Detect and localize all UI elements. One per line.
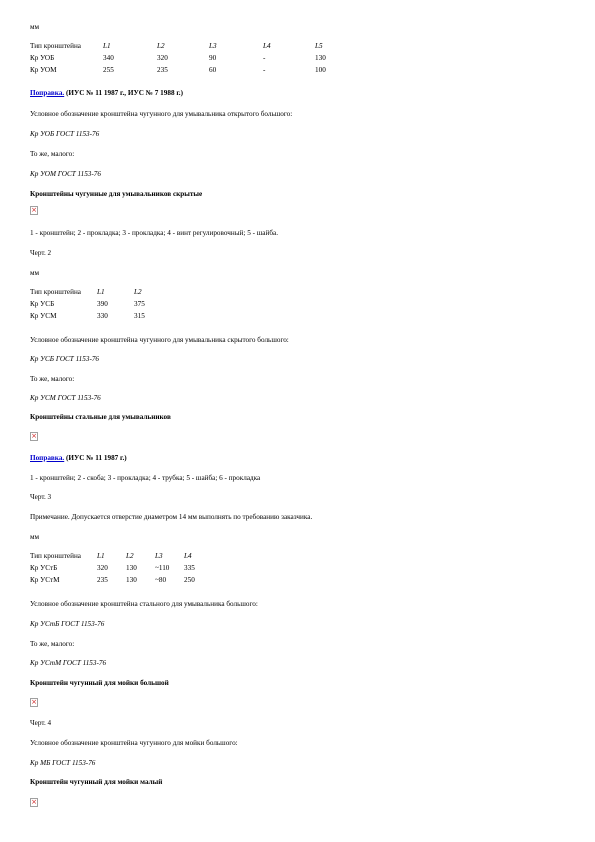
table-cell: 335 [184,564,195,572]
broken-image-icon: × [31,432,37,440]
convention-code: Кр УСтБ ГОСТ 1153-76 [30,620,105,628]
same-small-label: То же, малого: [30,640,75,648]
convention-intro: Условное обозначение кронштейна чугунного для умывальника скрытого большого: [30,336,289,344]
table-header-cell: Тип кронштейна [30,42,81,50]
figure-legend: 1 - кронштейн; 2 - прокладка; 3 - прокладка; 4 - винт регулировочный; 5 - шайба. [30,229,278,237]
section-heading: Кронштейны чугунные для умывальников скрытые [30,190,203,198]
table-cell: Кр УОМ [30,66,57,74]
unit-label: мм [30,23,40,31]
convention-code: Кр МБ ГОСТ 1153-76 [30,759,96,767]
figure-caption: Черт. 2 [30,249,52,257]
table-header-cell: L1 [103,42,111,50]
table-cell: 100 [315,66,326,74]
table-header-cell: L5 [315,42,323,50]
table-header-cell: L1 [97,552,105,560]
table-header-cell: L3 [155,552,163,560]
correction-link[interactable]: Поправка. [30,454,65,462]
convention-code: Кр УСБ ГОСТ 1153-76 [30,355,100,363]
table-cell: Кр УСБ [30,300,55,308]
table-cell: 255 [103,66,114,74]
figure-legend: 1 - кронштейн; 2 - скоба; 3 - прокладка; 4 - трубка; 5 - шайба; 6 - прокладка [30,474,261,482]
section-heading: Кронштейн чугунный для мойки большой [30,679,169,687]
table-cell: Кр УОБ [30,54,55,62]
table-cell: 250 [184,576,195,584]
table-header-cell: L4 [263,42,271,50]
convention-intro: Условное обозначение кронштейна стального для умывальника большого: [30,600,258,608]
figure-caption: Черт. 4 [30,719,52,727]
broken-image-icon: × [31,698,37,706]
table-cell: ~80 [155,576,167,584]
correction-line [30,89,183,98]
table-row [30,298,145,310]
broken-image-icon: × [31,798,37,806]
table-cell: 315 [134,312,145,320]
table-cell: 340 [103,54,114,62]
correction-text: (ИУС № 11 1987 г., ИУС № 7 1988 г.) [64,89,183,97]
table-header-cell: L4 [184,552,192,560]
same-small-label: То же, малого: [30,375,75,383]
table-cell: - [263,66,266,74]
convention-code: Кр УОМ ГОСТ 1153-76 [30,170,101,178]
figure-caption: Черт. 3 [30,493,52,501]
correction-link[interactable]: Поправка. [30,89,65,97]
correction-line [30,454,127,463]
table-header-row [30,550,195,562]
table-cell: Кр УСтМ [30,576,60,584]
table-header-cell: L2 [157,42,165,50]
table-cell: 320 [97,564,108,572]
table-header-cell: L1 [97,288,105,296]
table-cell: 130 [126,576,137,584]
table-header-cell: L3 [209,42,217,50]
table-header-row [30,40,326,52]
convention-intro: Условное обозначение кронштейна чугунного для мойки большого: [30,739,238,747]
unit-label: мм [30,269,40,277]
table-cell: 60 [209,66,217,74]
same-small-label: То же, малого: [30,150,75,158]
table-row [30,574,195,586]
table-cell: 320 [157,54,168,62]
table-header-cell: Тип кронштейна [30,552,81,560]
convention-code: Кр УСМ ГОСТ 1153-76 [30,394,101,402]
broken-image-icon: × [31,206,37,214]
table-cell: Кр УСтБ [30,564,58,572]
table-header-cell: L2 [134,288,142,296]
table-cell: 130 [126,564,137,572]
table-cell: Кр УСМ [30,312,57,320]
table-cell: 375 [134,300,145,308]
note: Примечание. Допускается отверстие диаметром 14 мм выполнять по требованию заказчика. [30,513,313,521]
table-cell: 90 [209,54,217,62]
dimensions-table-1 [30,40,326,76]
table-cell: 130 [315,54,326,62]
unit-label: мм [30,533,40,541]
table-header-cell: L2 [126,552,134,560]
table-cell: - [263,54,266,62]
dimensions-table-3 [30,550,195,586]
table-header-cell: Тип кронштейна [30,288,81,296]
table-cell: 235 [157,66,168,74]
table-row [30,310,145,322]
correction-text: (ИУС № 11 1987 г.) [64,454,127,462]
table-cell: 235 [97,576,108,584]
table-row [30,64,326,76]
table-cell: 390 [97,300,108,308]
dimensions-table-2 [30,286,145,322]
convention-code: Кр УСтМ ГОСТ 1153-76 [30,659,107,667]
table-row [30,562,195,574]
section-heading: Кронштейны стальные для умывальников [30,413,171,421]
table-cell: ~110 [155,564,170,572]
table-row [30,52,326,64]
table-header-row [30,286,145,298]
convention-code: Кр УОБ ГОСТ 1153-76 [30,130,100,138]
table-cell: 330 [97,312,108,320]
convention-intro: Условное обозначение кронштейна чугунного для умывальника открытого большого: [30,110,293,118]
section-heading: Кронштейн чугунный для мойки малый [30,778,163,786]
